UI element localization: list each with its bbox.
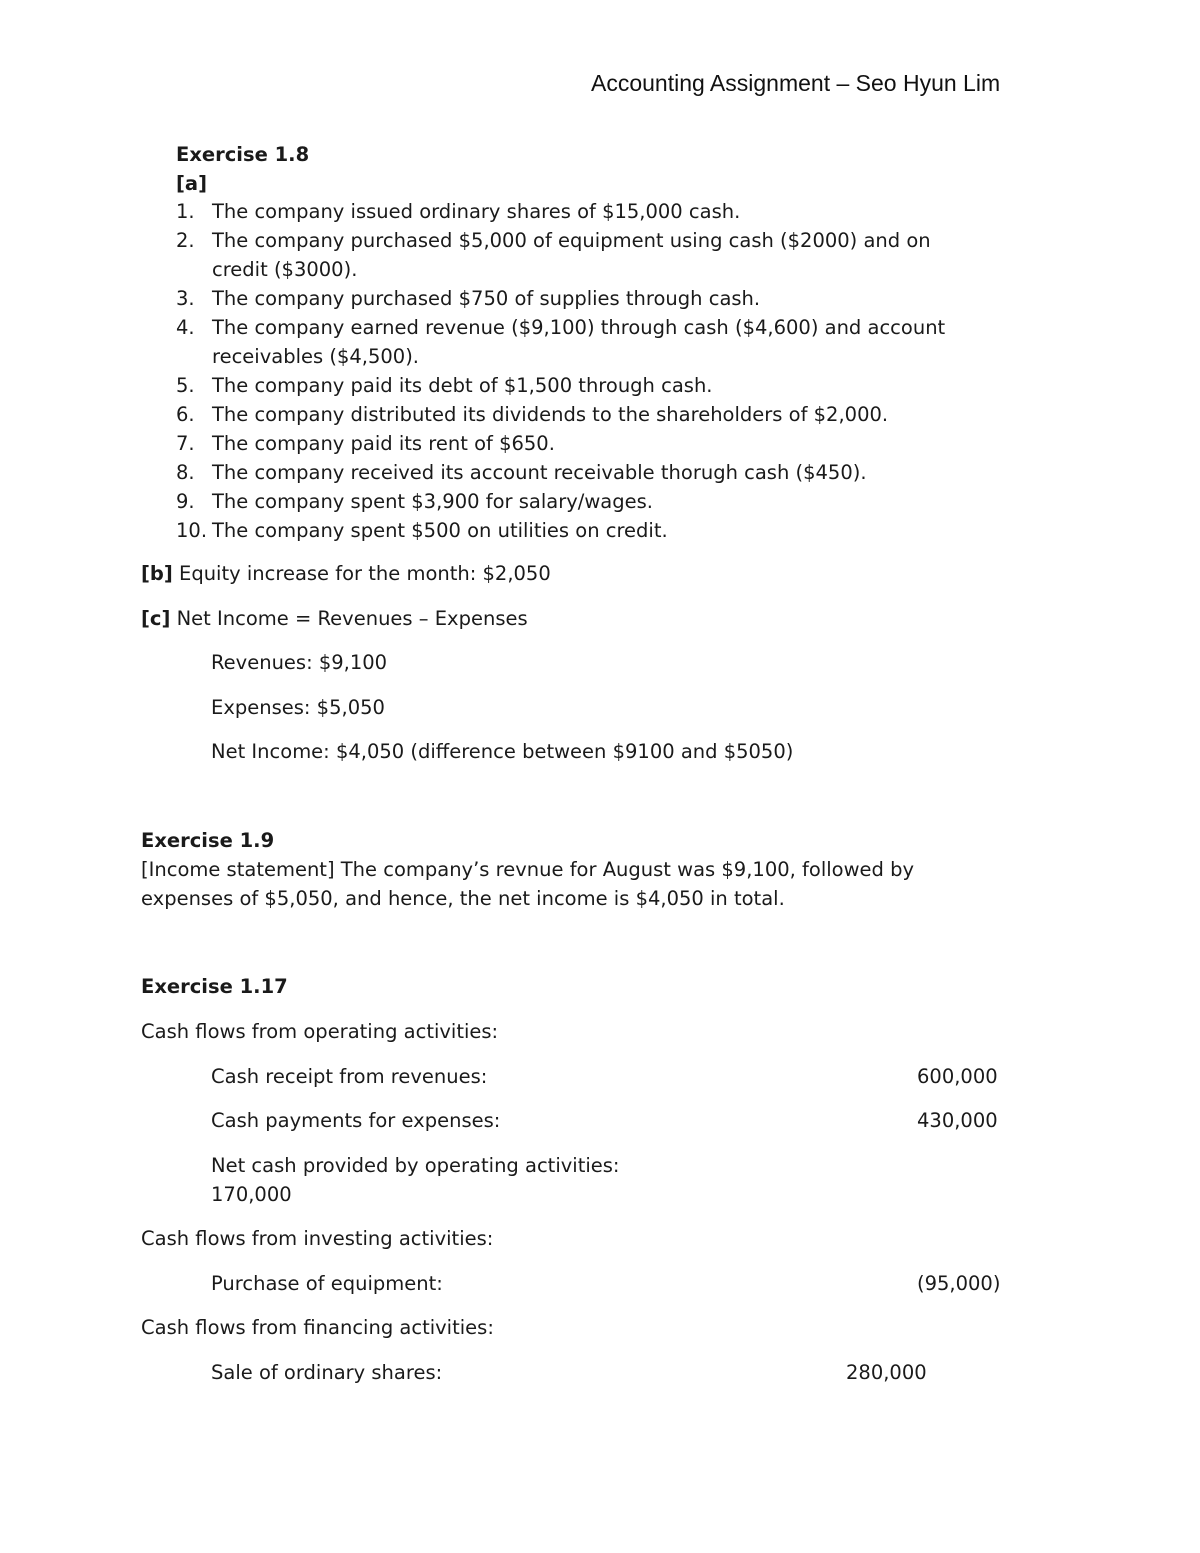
cash-payments-value: 430,000 [917, 1109, 998, 1132]
list-item-number: 5. [176, 374, 195, 397]
document-header: Accounting Assignment – Seo Hyun Lim [591, 70, 1001, 96]
expenses-line: Expenses: $5,050 [211, 696, 385, 719]
part-c [141, 604, 528, 633]
financing-heading: Cash flows from financing activities: [141, 1316, 494, 1339]
list-item-text: The company spent $3,900 for salary/wages. [212, 490, 653, 513]
net-operating-label: Net cash provided by operating activities: [211, 1154, 620, 1177]
list-item-number: 3. [176, 287, 195, 310]
part-c-label: [c] [141, 607, 171, 630]
cash-receipt-label: Cash receipt from revenues: [211, 1065, 488, 1088]
list-item [176, 226, 931, 284]
list-item-number: 2. [176, 229, 195, 252]
list-item-number: 8. [176, 461, 195, 484]
list-item [176, 371, 713, 400]
list-item [176, 516, 668, 545]
part-b [141, 559, 551, 588]
part-a-label: [a] [176, 172, 207, 195]
exercise-1-8-title: Exercise 1.8 [176, 143, 310, 166]
investing-heading: Cash flows from investing activities: [141, 1227, 494, 1250]
income-statement-line-2: expenses of $5,050, and hence, the net income is $4,050 in total. [141, 887, 785, 910]
list-item [176, 313, 946, 371]
list-item-text: receivables ($4,500). [212, 345, 420, 368]
list-item-text: The company purchased $5,000 of equipment using cash ($2000) and on [212, 229, 931, 252]
list-item-text: The company purchased $750 of supplies through cash. [212, 287, 761, 310]
part-c-text: Net Income = Revenues – Expenses [170, 607, 528, 630]
part-b-label: [b] [141, 562, 173, 585]
list-item [176, 458, 867, 487]
equipment-value: (95,000) [917, 1272, 1001, 1295]
cash-payments-label: Cash payments for expenses: [211, 1109, 501, 1132]
list-item-text: The company distributed its dividends to the shareholders of $2,000. [212, 403, 889, 426]
income-statement-line-1: [Income statement] The company’s revnue for August was $9,100, followed by [141, 858, 915, 881]
list-item-number: 9. [176, 490, 195, 513]
list-item-text: The company paid its rent of $650. [212, 432, 555, 455]
list-item [176, 487, 653, 516]
exercise-1-17-title: Exercise 1.17 [141, 975, 288, 998]
shares-value: 280,000 [846, 1361, 927, 1384]
list-item-number: 7. [176, 432, 195, 455]
net-operating-value: 170,000 [211, 1183, 292, 1206]
cash-receipt-value: 600,000 [917, 1065, 998, 1088]
list-item-text: credit ($3000). [212, 258, 358, 281]
list-item-text: The company earned revenue ($9,100) through cash ($4,600) and account [212, 316, 946, 339]
list-item-text: The company spent $500 on utilities on credit. [212, 519, 668, 542]
list-item [176, 400, 889, 429]
shares-label: Sale of ordinary shares: [211, 1361, 443, 1384]
exercise-1-9-title: Exercise 1.9 [141, 829, 275, 852]
list-item [176, 284, 761, 313]
operating-heading: Cash flows from operating activities: [141, 1020, 499, 1043]
list-item-number: 10. [176, 519, 208, 542]
equipment-label: Purchase of equipment: [211, 1272, 443, 1295]
revenues-line: Revenues: $9,100 [211, 651, 388, 674]
list-item-number: 4. [176, 316, 195, 339]
list-item-number: 6. [176, 403, 195, 426]
net-income-line: Net Income: $4,050 (difference between $9100 and $5050) [211, 740, 794, 763]
list-item [176, 429, 555, 458]
list-item-number: 1. [176, 200, 195, 223]
list-item-text: The company issued ordinary shares of $15,000 cash. [212, 200, 741, 223]
list-item-text: The company paid its debt of $1,500 through cash. [212, 374, 713, 397]
list-item [176, 197, 741, 226]
part-b-text: Equity increase for the month: $2,050 [172, 562, 551, 585]
list-item-text: The company received its account receivable thorugh cash ($450). [212, 461, 867, 484]
